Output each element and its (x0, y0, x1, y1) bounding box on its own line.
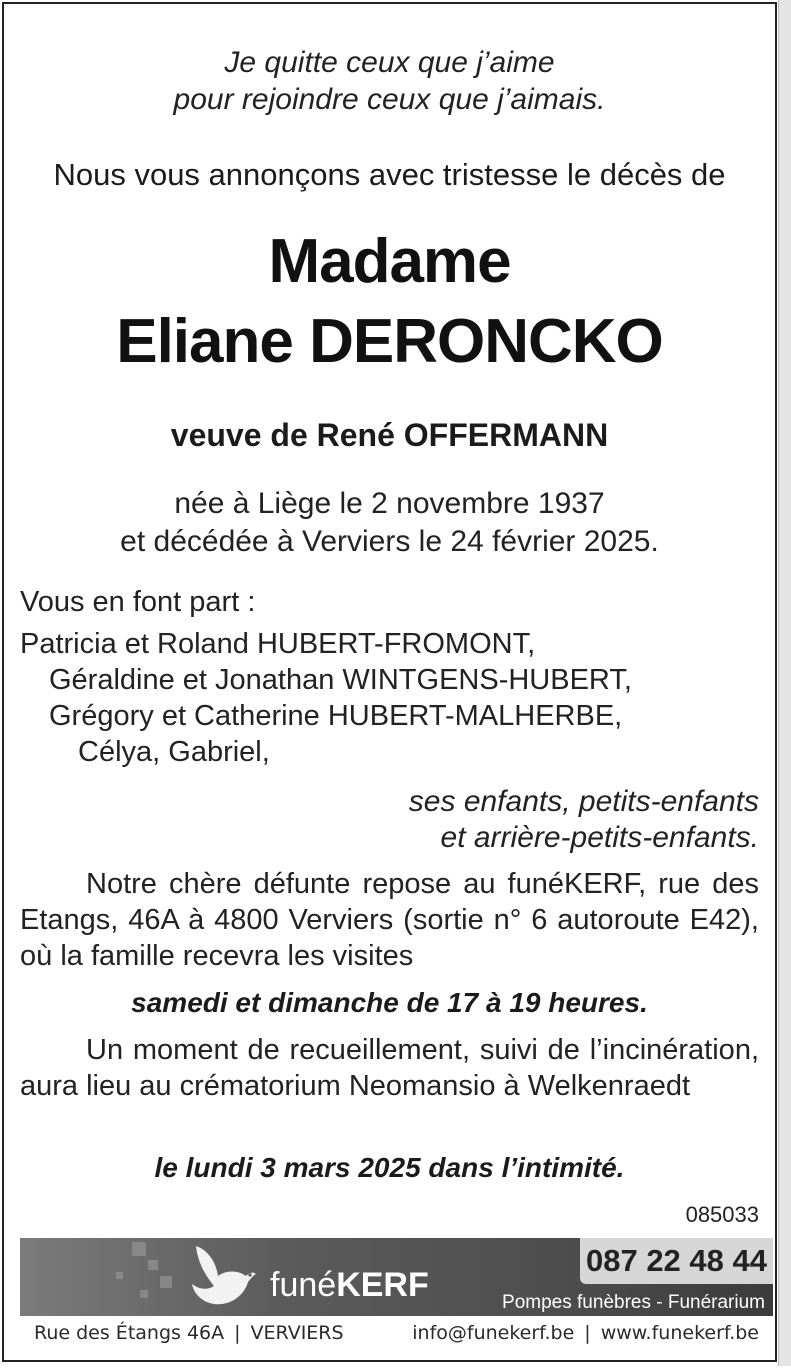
repose-paragraph: Notre chère défunte repose au funéKERF, rue des Etangs, 46A à 4800 Verviers (sortie n° 6 autoroute E42), où la famille recevra les visites (20, 868, 759, 972)
announcement-intro: Nous vous annonçons avec tristesse le décès de (53, 157, 726, 192)
birth-death-dates (4, 485, 775, 561)
quote-line-2: pour rejoindre ceux que j’aimais. (173, 83, 606, 116)
footer-separator: | (234, 1322, 241, 1344)
ceremony-paragraph: Un moment de recueillement, suivi de l’incinération, aura lieu au crématorium Neomansio à Welkenraedt (20, 1034, 759, 1102)
family-member: Patricia et Roland HUBERT-FROMONT, (20, 628, 536, 660)
ceremony-date: le lundi 3 mars 2025 dans l’intimité. (154, 1152, 625, 1183)
brand-prefix: funé (270, 1266, 337, 1304)
visit-hours: samedi et dimanche de 17 à 19 heures. (131, 987, 648, 1018)
tagline: Pompes funèbres - Funérarium (502, 1292, 765, 1313)
footer-website[interactable]: www.funekerf.be (600, 1322, 759, 1344)
death-line: et décédée à Verviers le 24 février 2025. (120, 525, 659, 558)
relation-line-1: ses enfants, petits-enfants (408, 785, 759, 818)
funeral-home-banner (20, 1238, 773, 1316)
deceased-name-block (4, 222, 775, 382)
quote-line-1: Je quitte ceux que j’aime (224, 46, 555, 79)
family-member: Grégory et Catherine HUBERT-MALHERBE, (49, 700, 623, 732)
decor-square (132, 1242, 146, 1256)
widow-of: veuve de René OFFERMANN (170, 417, 609, 453)
family-member: Célya, Gabriel, (78, 736, 270, 768)
quote-block (4, 44, 775, 118)
relation-line-2: et arrière-petits-enfants. (440, 821, 759, 854)
footer-address-group (34, 1322, 344, 1344)
page-edge-bar (778, 0, 791, 1366)
decor-square (148, 1260, 158, 1270)
decor-square (160, 1276, 172, 1288)
phone-number[interactable]: 087 22 48 44 (585, 1243, 767, 1278)
footer-address: Rue des Étangs 46A (34, 1322, 225, 1344)
decor-square (116, 1272, 123, 1279)
birth-line: née à Liège le 2 novembre 1937 (174, 487, 605, 520)
obituary-notice (2, 2, 777, 1362)
family-list (20, 626, 759, 770)
footer-city: VERVIERS (250, 1322, 344, 1344)
reference-number: 085033 (685, 1202, 759, 1227)
footer-separator: | (584, 1322, 591, 1344)
deceased-title: Madame (268, 227, 511, 296)
family-member: Géraldine et Jonathan WINTGENS-HUBERT, (49, 664, 632, 696)
brand-bold: KERF (336, 1266, 429, 1304)
family-relation (409, 784, 759, 856)
footer-online-group (412, 1322, 759, 1344)
dove-logo-icon (186, 1240, 258, 1312)
phone-box (580, 1238, 773, 1284)
brand-name (270, 1266, 429, 1305)
footer-contact (20, 1320, 759, 1350)
announcers-label: Vous en font part : (20, 586, 256, 618)
footer-email[interactable]: info@funekerf.be (412, 1322, 575, 1344)
decor-square (140, 1290, 148, 1298)
deceased-name: Eliane DERONCKO (116, 307, 663, 376)
